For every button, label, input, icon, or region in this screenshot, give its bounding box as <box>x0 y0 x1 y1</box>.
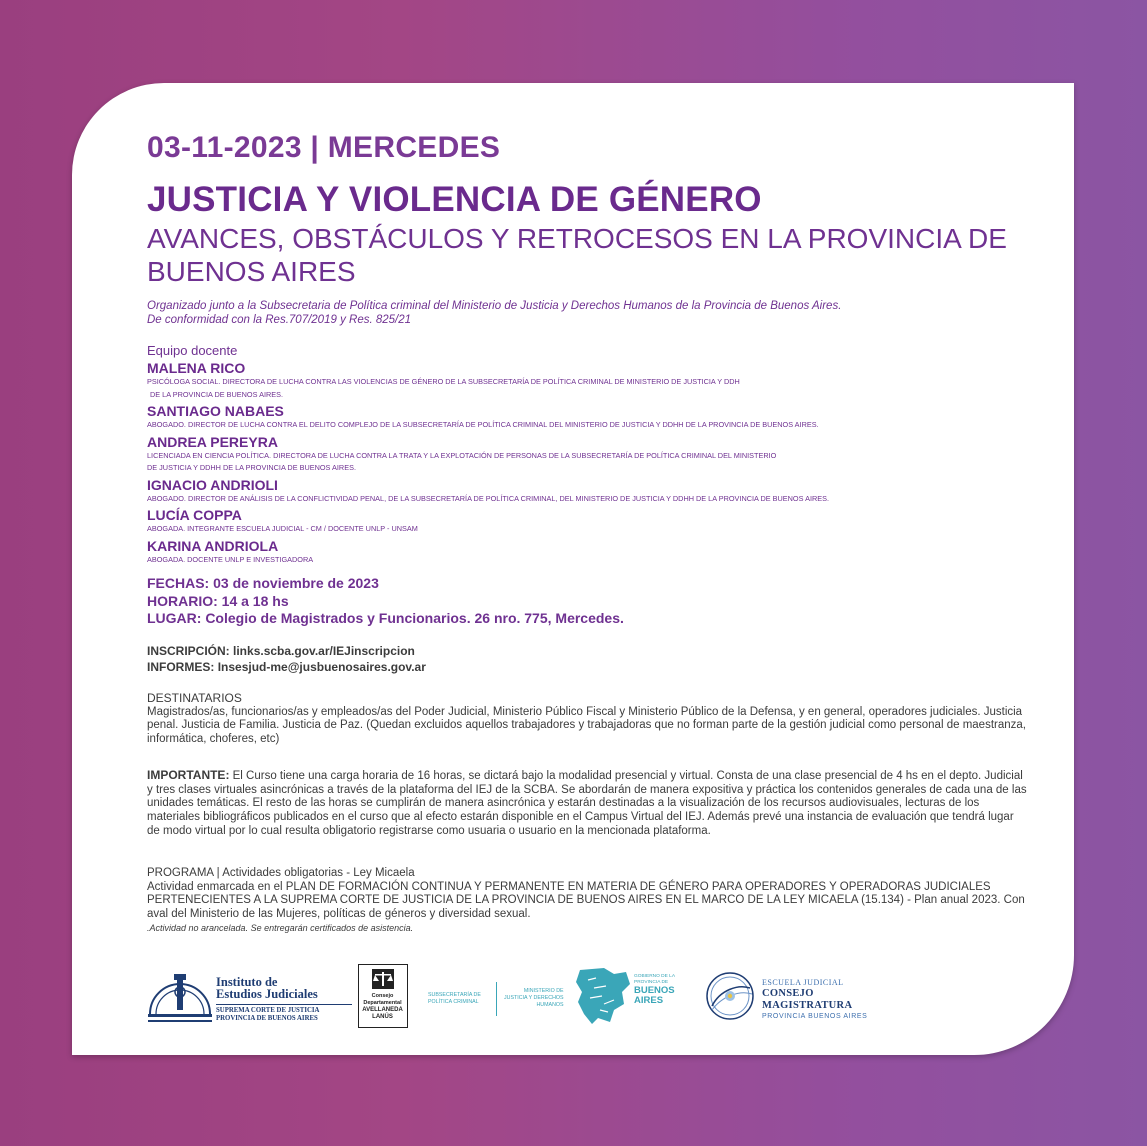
member-role-line: DE JUSTICIA Y DDHH DE LA PROVINCIA DE BUENOS AIRES. <box>147 463 356 472</box>
team-member <box>147 538 1027 567</box>
consejo-line3: AVELLANEDA <box>362 1007 403 1013</box>
recipients-section <box>147 692 1027 747</box>
organizer-note <box>147 299 841 327</box>
escuela-line1: ESCUELA JUDICIAL <box>762 978 844 987</box>
member-role <box>147 376 1027 401</box>
ministerio-line2: JUSTICIA Y DERECHOS <box>504 995 564 1001</box>
gobierno-line2: PROVINCIA DE <box>634 980 669 985</box>
escuela-line2: CONSEJO MAGISTRATURA <box>762 988 853 1011</box>
program-note: .Actividad no arancelada. Se entregarán certificados de asistencia. <box>147 922 414 933</box>
inscription-label: INSCRIPCIÓN: <box>147 644 230 658</box>
consejo-departamental-logo <box>358 964 408 1028</box>
organizer-line-1: Organizado junto a la Subsecretaria de Política criminal del Ministerio de Justicia y Derechos Humanos de la Provincia de Buenos Aires. <box>147 300 842 312</box>
team-member <box>147 434 1027 475</box>
organizer-line-2: De conformidad con la Res.707/2019 y Res. 825/21 <box>147 314 412 326</box>
team-member <box>147 477 1027 506</box>
inscription-link[interactable]: links.scba.gov.ar/IEJinscripcion <box>233 644 415 658</box>
program-heading: PROGRAMA | Actividades obligatorias - Ley Micaela <box>147 867 415 879</box>
iej-name-line1: Instituto de <box>216 975 278 989</box>
iej-name-line2: Estudios Judiciales <box>216 987 318 1001</box>
event-dates: FECHAS: 03 de noviembre de 2023 <box>147 575 379 591</box>
member-name: ANDREA PEREYRA <box>147 433 278 450</box>
subsec-line2: POLÍTICA CRIMINAL <box>428 999 479 1005</box>
consejo-line2: Departamental <box>363 1000 402 1006</box>
logos-row <box>140 962 1020 1030</box>
ministerio-line3: HUMANOS <box>536 1002 564 1008</box>
consejo-line4: LANÚS <box>372 1014 393 1020</box>
escuela-line3: PROVINCIA BUENOS AIRES <box>762 1013 868 1020</box>
contact-info <box>147 644 426 675</box>
gobierno-line3: BUENOS <box>634 985 675 996</box>
gobierno-line4: AIRES <box>634 995 664 1006</box>
info-line <box>147 660 426 676</box>
recipients-text: Magistrados/as, funcionarios/as y empleados/as del Poder Judicial, Ministerio Público Fiscal y Ministerio Público de la Defensa, y en general, operadores judiciales. Justicia penal. Justicia de Familia. Justicia de Paz. (Quedan excluidos aquellos trabajadores y trabajadoras que no forman parte de la gestión judicial como personal de maestranza, informática, choferes, etc) <box>147 705 1026 746</box>
escuela-judicial-logo <box>704 968 904 1026</box>
event-date-location: 03-11-2023 | MERCEDES <box>147 131 501 164</box>
iej-emblem-icon <box>144 970 216 1026</box>
member-role: ABOGADA. INTEGRANTE ESCUELA JUDICIAL - CM / DOCENTE UNLP - UNSAM <box>147 524 418 533</box>
province-map-icon <box>574 966 632 1026</box>
info-email-link[interactable]: Insesjud-me@jusbuenosaires.gov.ar <box>217 659 426 674</box>
event-place: LUGAR: Colegio de Magistrados y Funcionarios. 26 nro. 775, Mercedes. <box>147 610 624 626</box>
team-member <box>147 360 1027 401</box>
member-role-line: PSICÓLOGA SOCIAL. DIRECTORA DE LUCHA CONTRA LAS VIOLENCIAS DE GÉNERO DE LA SUBSECRETARÍA DE POLÍTICA CRIMINAL DE MINISTERIO DE JUSTICIA Y DDH <box>147 377 740 386</box>
member-name: IGNACIO ANDRIOLI <box>147 476 278 493</box>
gobierno-line1: GOBIERNO DE LA <box>634 974 676 979</box>
member-role: ABOGADA. DOCENTE UNLP E INVESTIGADORA <box>147 554 314 564</box>
page-subtitle: AVANCES, OBSTÁCULOS Y RETROCESOS EN LA PROVINCIA DE BUENOS AIRES <box>147 223 1007 287</box>
team-member <box>147 403 1027 432</box>
iej-province-line: PROVINCIA DE BUENOS AIRES <box>216 1015 318 1022</box>
page-title: JUSTICIA Y VIOLENCIA DE GÉNERO <box>147 180 762 219</box>
iej-court-line: SUPREMA CORTE DE JUSTICIA <box>216 1007 320 1014</box>
member-role: ABOGADO. DIRECTOR DE ANÁLISIS DE LA CONFLICTIVIDAD PENAL, DE LA SUBSECRETARÍA DE POLÍTICA CRIMINAL, DEL MINISTERIO DE JUSTICIA Y DDHH DE LA PROVINCIA DE BUENOS AIRES. <box>147 493 830 503</box>
member-name: LUCÍA COPPA <box>147 507 242 523</box>
program-text: Actividad enmarcada en el PLAN DE FORMACIÓN CONTINUA Y PERMANENTE EN MATERIA DE GÉNERO PARA OPERADORES Y OPERADORAS JUDICIALES PERTENECIENTES A LA SUPREMA CORTE DE JUSTICIA DE LA PROVINCIA DE BUENOS AIRES EN EL MARCO DE LA LEY MICAELA (15.134) - Plan anual 2023. Con aval del Ministerio de las Mujeres, políticas de géneros y diversidad sexual. <box>147 880 1025 921</box>
info-label: INFORMES: <box>147 659 215 674</box>
member-role-line: DE LA PROVINCIA DE BUENOS AIRES. <box>150 389 284 399</box>
iej-divider <box>216 1004 352 1005</box>
team-label: Equipo docente <box>147 343 238 358</box>
important-text: El Curso tiene una carga horaria de 16 horas, se dictará bajo la modalidad presencial y virtual. Consta de una clase presencial de 4 hs en el depto. Judicial y tres clases virtuales asincrónicas a través de la plataforma del IEJ de la SCBA. Se abordarán de manera expositiva y práctica los contenidos generales de cada una de las unidades temáticas. El resto de las horas se cumplirán de manera asincrónica y estarán destinadas a la visualización de los recursos audiovisuales, lecturas de los materiales bibliográficos publicados en el curso que al efecto estarán disponible en el Campus Virtual del IEJ. Además prevé una instancia de evaluación que tendrá lugar de modo virtual por lo cual resulta obligatorio registrarse como usuaria o usuario en la mencionada plataforma. <box>147 770 1027 837</box>
member-role: ABOGADO. DIRECTOR DE LUCHA CONTRA EL DELITO COMPLEJO DE LA SUBSECRETARÍA DE POLÍTICA CRIMINAL DEL MINISTERIO DE JUSTICIA Y DDHH DE LA PROVINCIA DE BUENOS AIRES. <box>147 420 819 429</box>
buenos-aires-government-logo <box>428 966 678 1026</box>
member-name: MALENA RICO <box>147 360 246 376</box>
member-name: KARINA ANDRIOLA <box>147 537 279 554</box>
important-label: IMPORTANTE: <box>147 768 230 782</box>
ministerio-line1: MINISTERIO DE <box>523 988 564 994</box>
member-role <box>147 450 1027 475</box>
member-role-line: LICENCIADA EN CIENCIA POLÍTICA. DIRECTORA DE LUCHA CONTRA LA TRATA Y LA EXPLOTACIÓN DE PERSONAS DE LA SUBSECRETARÍA DE POLÍTICA CRIMINAL DEL MINISTERIO <box>147 450 777 460</box>
logo-divider <box>496 982 497 1016</box>
program-section <box>147 867 1027 936</box>
scales-icon <box>371 968 395 990</box>
consejo-line1: Consejo <box>371 993 394 999</box>
escuela-emblem-icon <box>704 970 756 1022</box>
subsec-line1: SUBSECRETARÍA DE <box>428 992 481 998</box>
inscription-line <box>147 644 426 660</box>
important-section <box>147 769 1027 839</box>
recipients-heading: DESTINATARIOS <box>147 691 242 705</box>
event-schedule: HORARIO: 14 a 18 hs <box>147 592 289 609</box>
event-facts <box>147 575 624 628</box>
team-member <box>147 507 1027 536</box>
team-list <box>147 360 1027 568</box>
member-name: SANTIAGO NABAES <box>147 403 284 419</box>
iej-logo <box>144 970 354 1026</box>
